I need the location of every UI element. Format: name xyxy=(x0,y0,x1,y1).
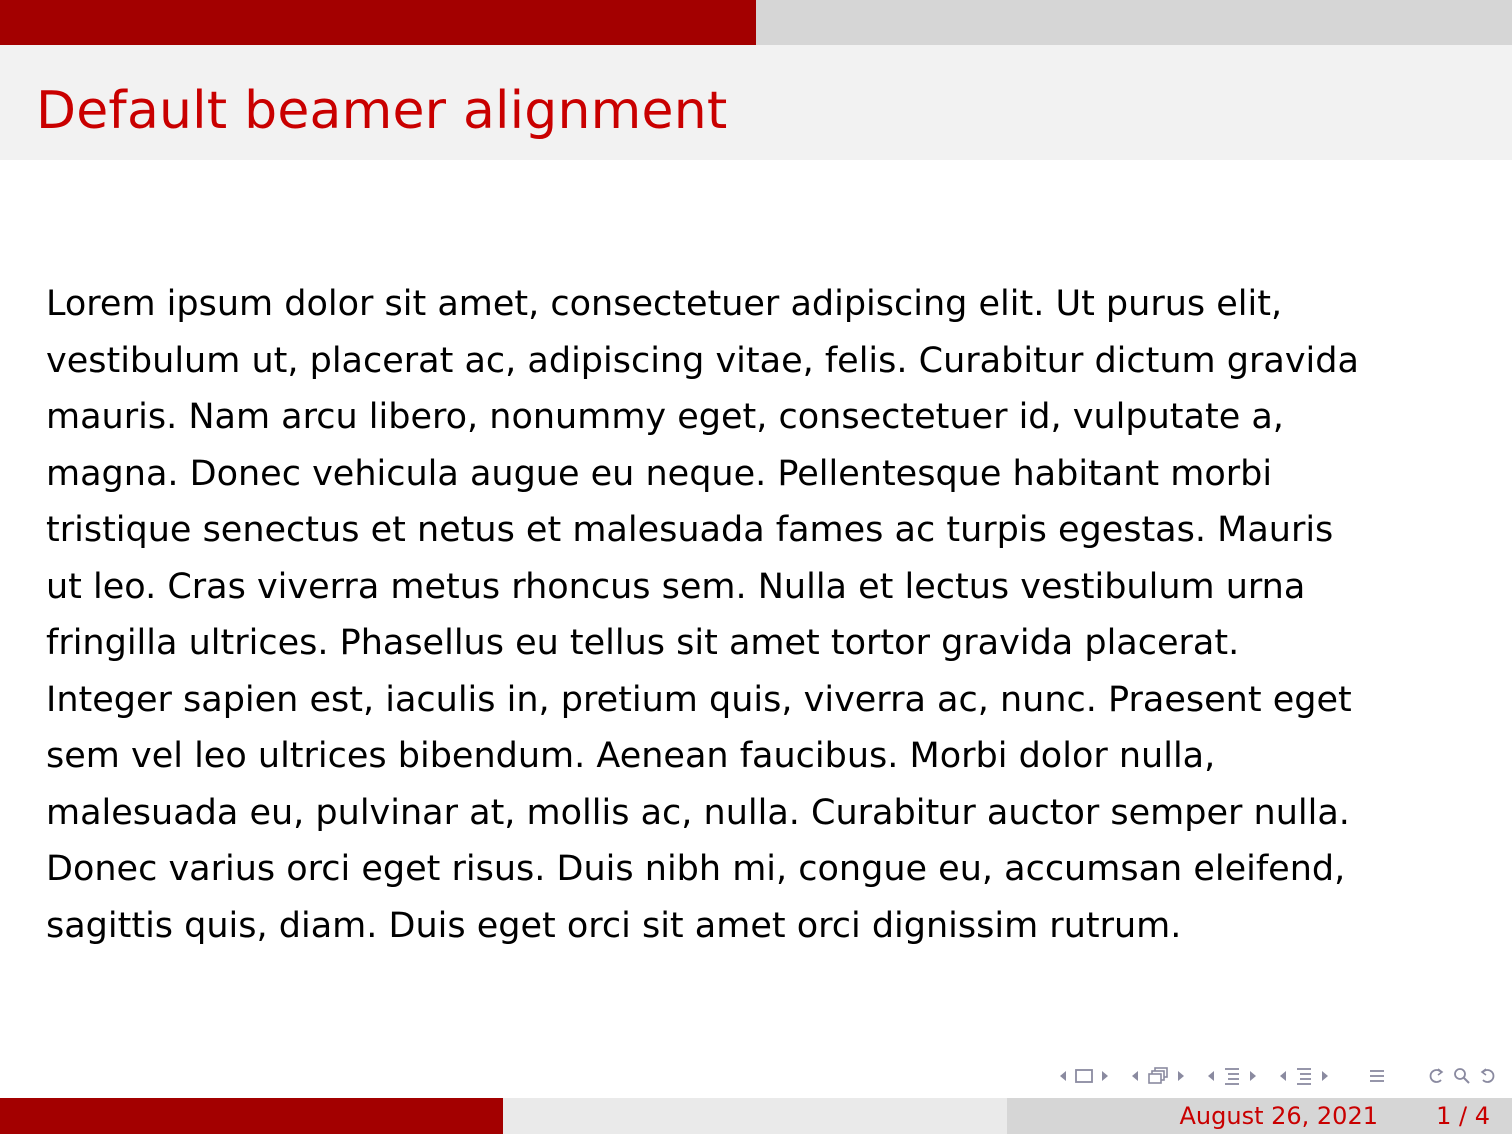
section-icon[interactable] xyxy=(1222,1066,1242,1086)
footer-date: August 26, 2021 xyxy=(1179,1102,1378,1130)
footer-date-block xyxy=(1007,1098,1512,1134)
align-icon[interactable] xyxy=(1368,1066,1386,1086)
body-line: sagittis quis, diam. Duis eget orci sit amet orci dignissim rutrum. xyxy=(46,905,1182,946)
frame-title: Default beamer alignment xyxy=(36,81,728,141)
section-navigation xyxy=(1206,1066,1258,1086)
body-line: tristique senectus et netus et malesuada fames ac turpis egestas. Mauris xyxy=(46,510,1334,550)
subsection-icon[interactable] xyxy=(1146,1066,1170,1086)
body-line: Integer sapien est, iaculis in, pretium quis, viverra ac, nunc. Praesent eget xyxy=(46,679,1352,720)
section-prev-icon[interactable] xyxy=(1206,1068,1216,1084)
body-line: malesuada eu, pulvinar at, mollis ac, nulla. Curabitur auctor semper nulla. xyxy=(46,792,1350,833)
subsection-navigation xyxy=(1130,1066,1186,1086)
footer-title-block xyxy=(503,1098,1007,1134)
body-line: mauris. Nam arcu libero, nonummy eget, consectetuer id, vulputate a, xyxy=(46,397,1284,437)
frame-navigation xyxy=(1058,1068,1110,1084)
body-line: ut leo. Cras viverra metus rhoncus sem. Nulla et lectus vestibulum urna xyxy=(46,566,1306,607)
search-navigation xyxy=(1426,1066,1498,1086)
document-prev-icon[interactable] xyxy=(1278,1068,1288,1084)
body-line: sem vel leo ultrices bibendum. Aenean faucibus. Morbi dolor nulla, xyxy=(46,736,1216,776)
body-line: vestibulum ut, placerat ac, adipiscing vitae, felis. Curabitur dictum gravida xyxy=(46,340,1359,381)
undo-icon[interactable] xyxy=(1426,1066,1446,1086)
body-line: magna. Donec vehicula augue eu neque. Pellentesque habitant morbi xyxy=(46,453,1273,494)
redo-icon[interactable] xyxy=(1478,1066,1498,1086)
search-icon[interactable] xyxy=(1452,1066,1472,1086)
body-line: Lorem ipsum dolor sit amet, consectetuer adipiscing elit. Ut purus elit, xyxy=(46,284,1283,324)
body-line: fringilla ultrices. Phasellus eu tellus sit amet tortor gravida placerat. xyxy=(46,623,1240,663)
frame-next-icon[interactable] xyxy=(1100,1068,1110,1084)
document-icon[interactable] xyxy=(1294,1066,1314,1086)
subsection-next-icon[interactable] xyxy=(1176,1068,1186,1084)
progress-bar xyxy=(0,0,1512,45)
footer-page-number: 1 / 4 xyxy=(1436,1102,1490,1130)
subsection-prev-icon[interactable] xyxy=(1130,1068,1140,1084)
progress-bar-fill xyxy=(0,0,756,45)
section-next-icon[interactable] xyxy=(1248,1068,1258,1084)
document-navigation xyxy=(1278,1066,1330,1086)
body-line: Donec varius orci eget risus. Duis nibh mi, congue eu, accumsan eleifend, xyxy=(46,849,1346,889)
frame-icon[interactable] xyxy=(1074,1068,1094,1084)
align-navigation xyxy=(1368,1066,1386,1086)
frame-prev-icon[interactable] xyxy=(1058,1068,1068,1084)
footline xyxy=(0,1098,1512,1134)
document-next-icon[interactable] xyxy=(1320,1068,1330,1084)
slide-body xyxy=(46,276,1486,954)
footer-author-block xyxy=(0,1098,503,1134)
navigation-symbols xyxy=(1038,1062,1498,1090)
